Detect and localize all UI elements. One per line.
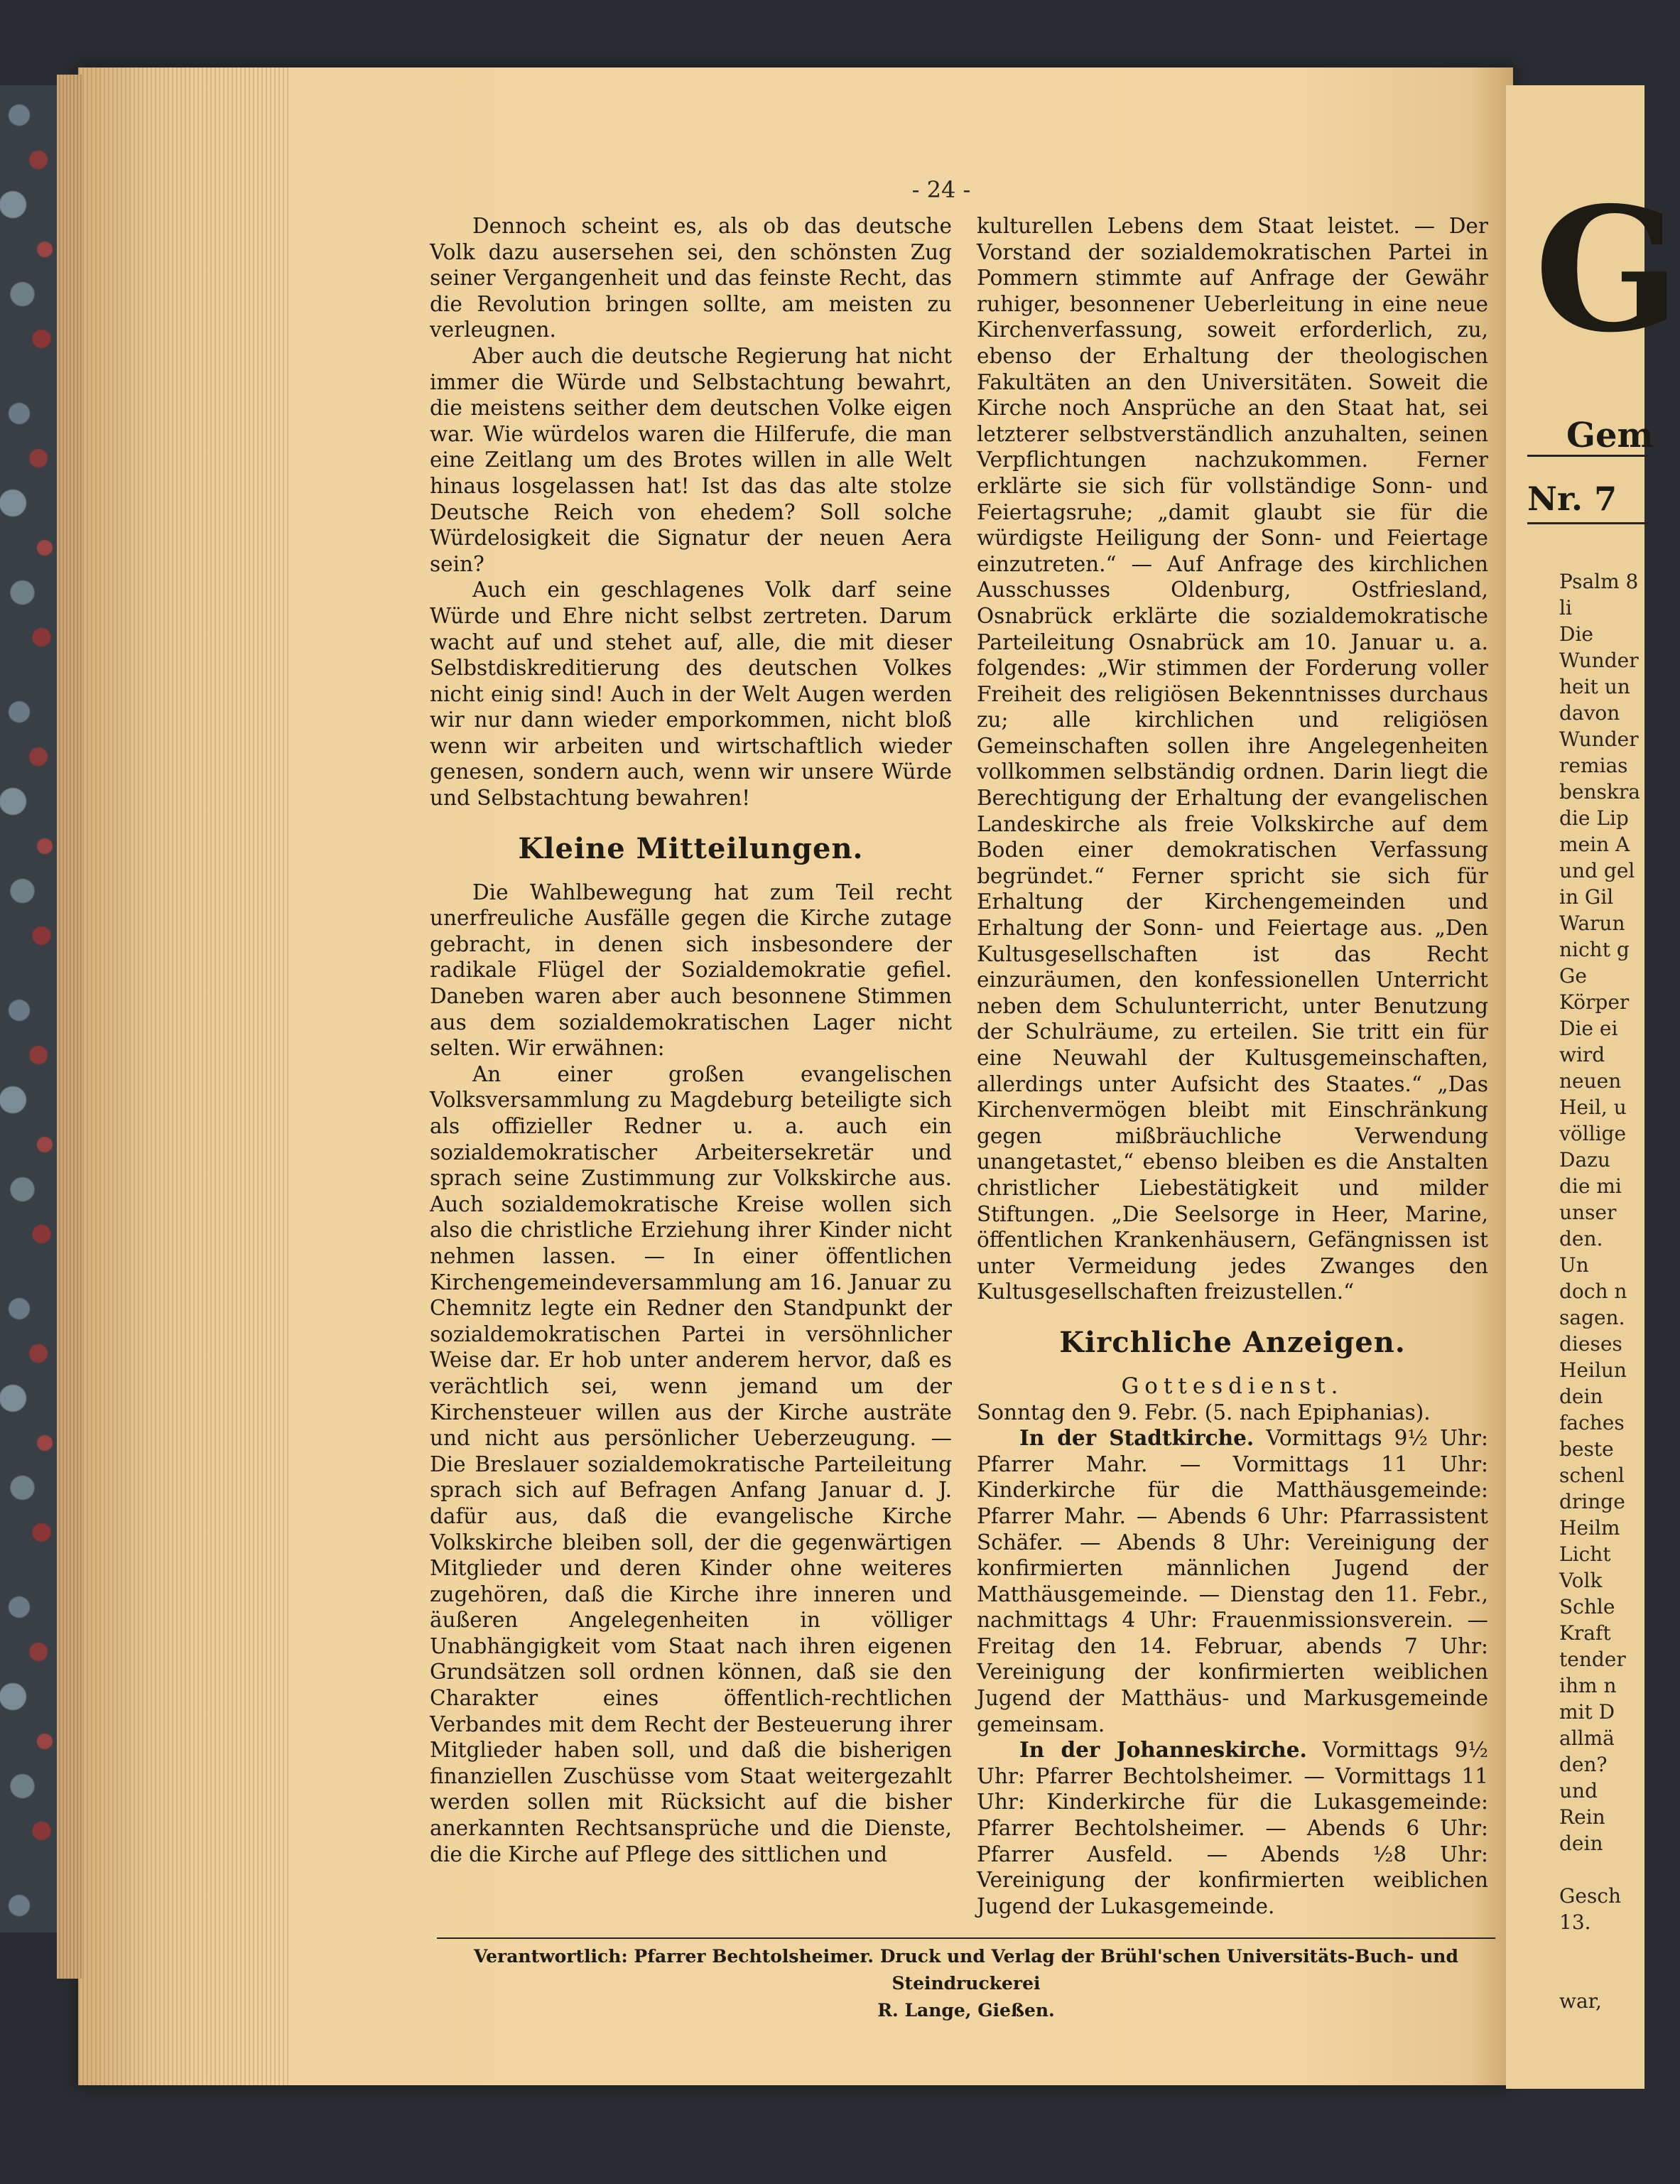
issue-number-fragment: Nr. 7	[1527, 480, 1617, 518]
fragment-line: Un	[1559, 1253, 1589, 1277]
fragment-line: die mi	[1559, 1174, 1622, 1198]
fragment-line: dieses	[1559, 1332, 1622, 1356]
fragment-line: neuen	[1559, 1069, 1622, 1093]
fragment-line: Ge	[1559, 964, 1587, 988]
church-name: In der Stadtkirche.	[1019, 1425, 1254, 1451]
fragment-line: doch n	[1559, 1280, 1627, 1303]
fragment-line: allmä	[1559, 1726, 1615, 1750]
church-name: In der Johanneskirche.	[1019, 1737, 1307, 1763]
next-page-text	[1559, 568, 1673, 2014]
fragment-line: Heil, u	[1559, 1096, 1627, 1119]
imprint	[437, 1943, 1495, 2024]
date-line: Sonntag den 9. Febr. (5. nach Epiphanias).	[977, 1400, 1431, 1425]
paragraph: Auch ein geschlagenes Volk darf seine Würde und Ehre nicht selbst zertreten. Darum wacht auf und stehet auf, alle, die mit dieser Selbstdiskreditierung des deutschen Volkes nicht einig sind! Auch in der Welt Augen werden wir nur dann wieder emporkommen, nicht bloß wenn wir arbeiten und wirtschaftlich wieder genesen, sondern auch, wenn wir unsere Würde und Selbstachtung bewahren!	[430, 578, 952, 811]
imprint-line: Verantwortlich: Pfarrer Bechtolsheimer. Druck und Verlag der Brühl'schen Universitäts-Buch- und Steindruckerei	[474, 1946, 1458, 1994]
fragment-line: heit un	[1559, 675, 1630, 698]
fragment-line: war,	[1559, 1989, 1602, 2013]
fragment-line: mit D	[1559, 1700, 1615, 1724]
fragment-line: 13.	[1559, 1910, 1591, 1934]
right-column	[977, 213, 1488, 1919]
masthead-letter: G	[1534, 170, 1680, 370]
paragraph: kulturellen Lebens dem Staat leistet. — Der Vorstand der sozialdemokratischen Partei in Pommern stimmte auf Anfrage der Gewähr ruhiger, besonnener Ueberleitung in eine neue Kirchenverfassung, soweit erforderlich, zu, ebenso der Erhaltung der theologischen Fakultäten an den Universitäten. Soweit die Kirche noch Ansprüche an den Staat hat, sei letzterer selbstverständlich anzuhalten, seinen Verpflichtungen nachzukommen. Ferner erklärte sie sich für vollständige Sonn- und Feiertagsruhe; „damit glaubt sie für die würdigste Heiligung der Sonn- und Feiertage einzutreten.“ — Auf Anfrage des kirchlichen Ausschusses Oldenburg, Ostfriesland, Osnabrück erklärte die sozialdemokratische Parteileitung Osnabrück am 10. Januar u. a. folgendes: „Wir stimmen der Forderung voller Freiheit des religiösen Bekenntnisses durchaus zu; alle kirchlichen und religiösen Gemeinschaften sollen ihre Angelegenheiten vollkommen selbständig ordnen. Darin liegt die Berechtigung der Erhaltung der evangelischen Landeskirche als freie Volkskirche auf dem Boden einer demokratischen Verfassung begründet.“ Ferner spricht sie sich für Erhaltung der Kirchengemeinden und Erhaltung der Sonn- und Feiertage aus. „Den Kultusgesellschaften ist das Recht einzuräumen, den konfessionellen Unterricht neben dem Schulunterricht, unter Benutzung der Schulräume, zu erteilen. Sie tritt ein für eine Neuwahl der Kultusgemeinschaften, allerdings unter Aufsicht des Staates.“ „Das Kirchenvermögen bleibt mit Einschränkung gegen mißbräuchliche Verwendung unangetastet,“ ebenso bleiben es die Anstalten christlicher Liebestätigkeit und milder Stiftungen. „Die Seelsorge in Heer, Marine, öffentlichen Krankenhäusern, Gefängnissen ist unter Vermeidung jedes Zwanges den Kultusgesellschaften freizustellen.“	[977, 214, 1488, 1304]
fragment-line: remias	[1559, 754, 1628, 777]
book-binding	[0, 85, 64, 1932]
fragment-line: die Lip	[1559, 806, 1629, 830]
fragment-line: schenl	[1559, 1464, 1625, 1487]
fragment-line: und gel	[1559, 859, 1635, 882]
fragment-line: Heilm	[1559, 1516, 1620, 1540]
fragment-line: Die ei	[1559, 1017, 1618, 1040]
book-edge	[57, 75, 82, 1979]
masthead-fragment: Gem	[1566, 416, 1654, 455]
footer-rule	[437, 1937, 1495, 1939]
page-number: - 24 -	[911, 176, 971, 203]
fragment-line: benskra	[1559, 780, 1640, 804]
fragment-line: unser	[1559, 1201, 1617, 1224]
fragment-line: Körper	[1559, 990, 1630, 1014]
fragment-line: wird	[1559, 1043, 1605, 1066]
fragment-line: dringe	[1559, 1490, 1625, 1513]
fragment-line: Warun	[1559, 912, 1625, 935]
fragment-line: Dazu	[1559, 1148, 1610, 1172]
church-text: Vormittags 9½ Uhr: Pfarrer Mahr. — Vormittags 11 Uhr: Kinderkirche für die Matthäusgemeinde: Pfarrer Mahr. — Abends 6 Uhr: Pfarrassistent Schäfer. — Abends 8 Uhr: Vereinigung der konfirmierten männlichen Jugend der Matthäusgemeinde. — Dienstag den 11. Febr., nachmittags 4 Uhr: Frauenmissionsverein. — Freitag den 14. Februar, abends 7 Uhr: Vereinigung der konfirmierten weiblichen Jugend der Matthäus- und Markusgemeinde gemeinsam.	[977, 1426, 1488, 1736]
paragraph: An einer großen evangelischen Volksversammlung zu Magdeburg beteiligte sich als offizieller Redner u. a. auch ein sozialdemokratischer Arbeitersekretär und sprach seine Zustimmung zur Volkskirche aus. Auch sozialdemokratische Kreise wollen sich also die christliche Erziehung ihrer Kinder nicht nehmen lassen. — In einer öffentlichen Kirchengemeindeversammlung am 16. Januar zu Chemnitz legte ein Redner den Standpunkt der sozialdemokratischen Partei in versöhnlicher Weise dar. Er hob unter anderem hervor, daß es verächtlich sei, wenn jemand um der Kirchensteuer willen aus der Kirche austräte und nicht aus persönlicher Ueberzeugung. — Die Breslauer sozialdemokratische Parteileitung sprach sich auf Befragen Anfang Januar d. J. dafür aus, daß die evangelische Kirche Volkskirche bleiben soll, der die gegenwärtigen Mitglieder und deren Kinder ohne weiteres zugehören, daß die Kirche ihre inneren und äußeren Angelegenheiten in völliger Unabhängigkeit vom Staat nach ihren eigenen Grundsätzen soll ordnen können, daß sie den Charakter eines öffentlich-rechtlichen Verbandes mit dem Recht der Besteuerung ihrer Mitglieder haben soll, und daß die bisherigen finanziellen Zuschüsse vom Staat weitergezahlt werden sollen mit Rücksicht auf die bisher anerkannten Rechtsansprüche und die Dienste, die die Kirche auf Pflege des sittlichen und	[430, 1061, 952, 1866]
fragment-line: Gesch	[1559, 1884, 1622, 1908]
fragment-line	[1559, 1856, 1673, 1883]
fragment-line: li	[1559, 596, 1572, 620]
section-heading: Kirchliche Anzeigen.	[1059, 1325, 1406, 1359]
fragment-line: ihm n	[1559, 1674, 1617, 1697]
fragment-line: dein	[1559, 1832, 1603, 1855]
fragment-line: Wunder	[1559, 728, 1639, 751]
fragment-line: völlige	[1559, 1122, 1627, 1145]
fragment-line: den.	[1559, 1227, 1603, 1250]
fragment-line: mein A	[1559, 833, 1630, 856]
fragment-line: Kraft	[1559, 1621, 1611, 1645]
subheading: Gottesdienst.	[1121, 1373, 1344, 1399]
fragment-line	[1559, 1962, 1673, 1988]
fragment-line: faches	[1559, 1411, 1625, 1434]
fragment-line: Die	[1559, 622, 1593, 646]
section-heading: Kleine Mitteilungen.	[518, 831, 864, 865]
fragment-line	[1559, 1935, 1673, 1962]
church-text: Vormittags 9½ Uhr: Pfarrer Bechtolsheimer. — Vormittags 11 Uhr: Kinderkirche für die Lukasgemeinde: Pfarrer Bechtolsheimer. — Abends 6 Uhr: Pfarrer Ausfeld. — Abends ½8 Uhr: Vereinigung der konfirmierten weiblichen Jugend der Lukasgemeinde.	[977, 1738, 1488, 1918]
church-entry	[977, 1425, 1488, 1737]
imprint-line: R. Lange, Gießen.	[877, 2000, 1055, 2021]
paragraph: Die Wahlbewegung hat zum Teil recht unerfreuliche Ausfälle gegen die Kirche zutage gebracht, in denen sich insbesondere der radikale Flügel der Sozialdemokratie gefiel. Daneben waren aber auch besonnene Stimmen aus dem sozialdemokratischen Lager nicht selten. Wir erwähnen:	[430, 880, 952, 1061]
issue-rule	[1527, 522, 1648, 524]
fragment-line: sagen.	[1559, 1306, 1625, 1329]
paragraph: Dennoch scheint es, als ob das deutsche Volk dazu ausersehen sei, den schönsten Zug seiner Vergangenheit und das feinste Recht, das die Revolution bringen sollte, am meisten zu verleugnen.	[430, 214, 952, 342]
fragment-line: beste	[1559, 1437, 1614, 1461]
fragment-line: den?	[1559, 1753, 1608, 1776]
fragment-line: Psalm 8	[1559, 570, 1639, 593]
fragment-line: Volk	[1559, 1569, 1603, 1592]
fragment-line: in Gil	[1559, 885, 1614, 909]
fragment-line: Schle	[1559, 1595, 1615, 1618]
fragment-line: Wunder	[1559, 649, 1639, 672]
fragment-line: nicht g	[1559, 938, 1630, 961]
fragment-line: und	[1559, 1779, 1598, 1802]
page-edges	[78, 67, 291, 2085]
fragment-line: Rein	[1559, 1805, 1605, 1829]
fragment-line: Heilun	[1559, 1358, 1627, 1382]
fragment-line: dein	[1559, 1385, 1603, 1408]
next-page-fragment	[1506, 85, 1680, 2089]
paragraph: Aber auch die deutsche Regierung hat nicht immer die Würde und Selbstachtung bewahrt, die meistens seither dem deutschen Volke eigen war. Wie würdelos waren die Hilferufe, die man eine Zeitlang um des Brotes willen in alle Welt hinaus losgelassen hat! Ist das das alte stolze Deutsche Reich von ehedem? Soll solche Würdelosigkeit die Signatur der neuen Aera sein?	[430, 343, 952, 576]
church-entry	[977, 1737, 1488, 1919]
fragment-line: Licht	[1559, 1542, 1611, 1566]
fragment-line: davon	[1559, 701, 1620, 725]
left-column	[430, 213, 952, 1867]
fragment-line: tender	[1559, 1648, 1626, 1671]
